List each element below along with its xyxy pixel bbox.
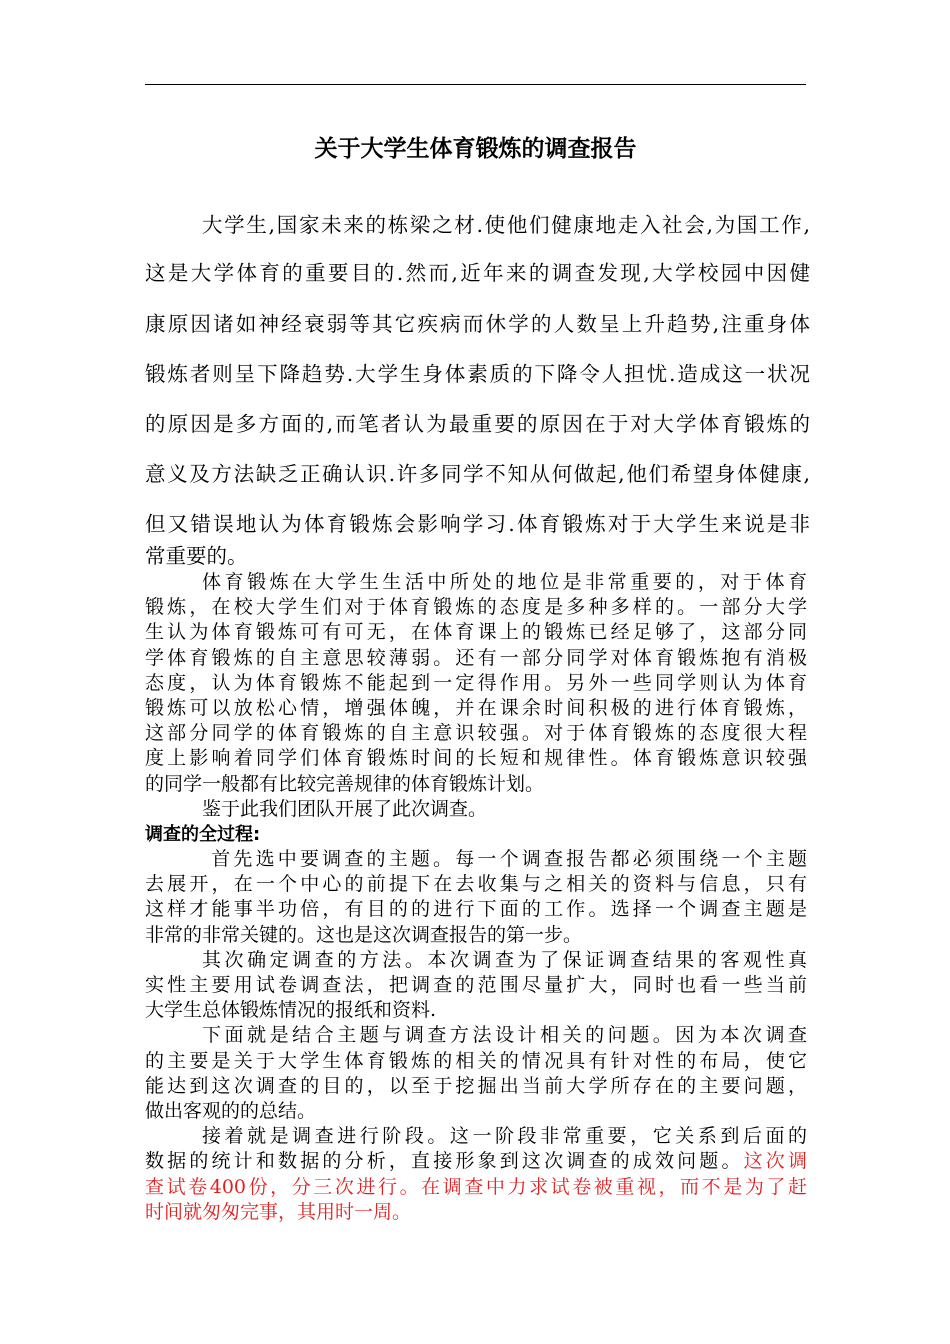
paragraph-line: 实性主要用试卷调查法，把调查的范围尽量扩大，同时也看一些当前 (145, 974, 807, 996)
paragraph-line: 态度，认为体育锻炼不能起到一定得作用。另外一些同学则认为体育 (145, 671, 807, 694)
paragraph-line: 接着就是调查进行阶段。这一阶段非常重要，它关系到后面的 (202, 1125, 807, 1148)
intro-line: 常重要的。 (145, 544, 248, 568)
highlighted-text: 时间就匆匆完事，其用时一周。 (145, 1200, 412, 1223)
paragraph-line-mixed (145, 1149, 807, 1174)
paragraph-line: 生认为体育锻炼可有可无，在体育课上的锻炼已经足够了，这部分同 (145, 621, 807, 644)
paragraph-line: 这样才能事半功倍，有目的的进行下面的工作。选择一个调查主题是 (145, 898, 807, 921)
intro-line: 这是大学体育的重要目的.然而,近年来的调查发现,大学校园中因健 (145, 261, 810, 285)
paragraph-line: 做出客观的的总结。 (145, 1099, 317, 1122)
header-rule (145, 84, 806, 85)
paragraph-line: 大学生总体锻炼情况的报纸和资料. (145, 999, 437, 1022)
paragraph-line: 下面就是结合主题与调查方法设计相关的问题。因为本次调查 (202, 1024, 807, 1047)
paragraph-line: 锻炼，在校大学生们对于体育锻炼的态度是多种多样的。一部分大学 (145, 596, 807, 619)
paragraph-line: 能达到这次调查的目的，以至于挖掘出当前大学所存在的主要问题， (145, 1074, 807, 1097)
section-heading: 调查的全过程: (145, 823, 261, 845)
paragraph-line: 度上影响着同学们体育锻炼时间的长短和规律性。体育锻炼意识较强 (145, 747, 807, 770)
paragraph-line: 鉴于此我们团队开展了此次调查。 (202, 797, 488, 820)
intro-line: 大学生,国家未来的栋梁之材.使他们健康地走入社会,为国工作, (202, 213, 810, 237)
highlighted-text: 这次调 (743, 1150, 807, 1173)
paragraph-line: 这部分同学的体育锻炼的自主意识较强。对于体育锻炼的态度很大程 (145, 722, 807, 745)
intro-line: 锻炼者则呈下降趋势.大学生身体素质的下降令人担忧.造成这一状况 (145, 362, 810, 386)
paragraph-line: 体育锻炼在大学生生活中所处的地位是非常重要的，对于体育 (202, 571, 807, 593)
paragraph-line: 的主要是关于大学生体育锻炼的相关的情况具有针对性的布局，使它 (145, 1049, 807, 1072)
intro-line: 但又错误地认为体育锻炼会影响学习.体育锻炼对于大学生来说是非 (145, 512, 810, 536)
intro-line: 康原因诸如神经衰弱等其它疾病而休学的人数呈上升趋势,注重身体 (145, 312, 810, 336)
paragraph-text: 数据的统计和数据的分析，直接形象到这次调查的成效问题。 (145, 1150, 744, 1173)
paragraph-line: 去展开，在一个中心的前提下在去收集与之相关的资料与信息，只有 (145, 873, 807, 896)
paragraph-line: 的同学一般都有比较完善规律的体育锻炼计划。 (145, 772, 545, 795)
body-text (145, 570, 807, 1225)
intro-line: 意义及方法缺乏正确认识.许多同学不知从何做起,他们希望身体健康, (145, 462, 810, 486)
paragraph-line: 非常的非常关键的。这也是这次调查报告的第一步。 (145, 923, 583, 946)
page-title: 关于大学生体育锻炼的调查报告 (314, 136, 637, 162)
highlighted-text: 查试卷400份，分三次进行。在调查中力求试卷被重视，而不是为了赶 (145, 1175, 807, 1198)
paragraph-line: 学体育锻炼的自主意思较薄弱。还有一部分同学对体育锻炼抱有消极 (145, 646, 807, 669)
paragraph-line: 锻炼可以放松心情，增强体魄，并在课余时间积极的进行体育锻炼， (145, 696, 807, 719)
paragraph-line: 其次确定调查的方法。本次调查为了保证调查结果的客观性真 (202, 948, 807, 971)
intro-line: 的原因是多方面的,而笔者认为最重要的原因在于对大学体育锻炼的 (145, 412, 810, 436)
paragraph-line: 首先选中要调查的主题。每一个调查报告都必须围绕一个主题 (202, 848, 807, 871)
